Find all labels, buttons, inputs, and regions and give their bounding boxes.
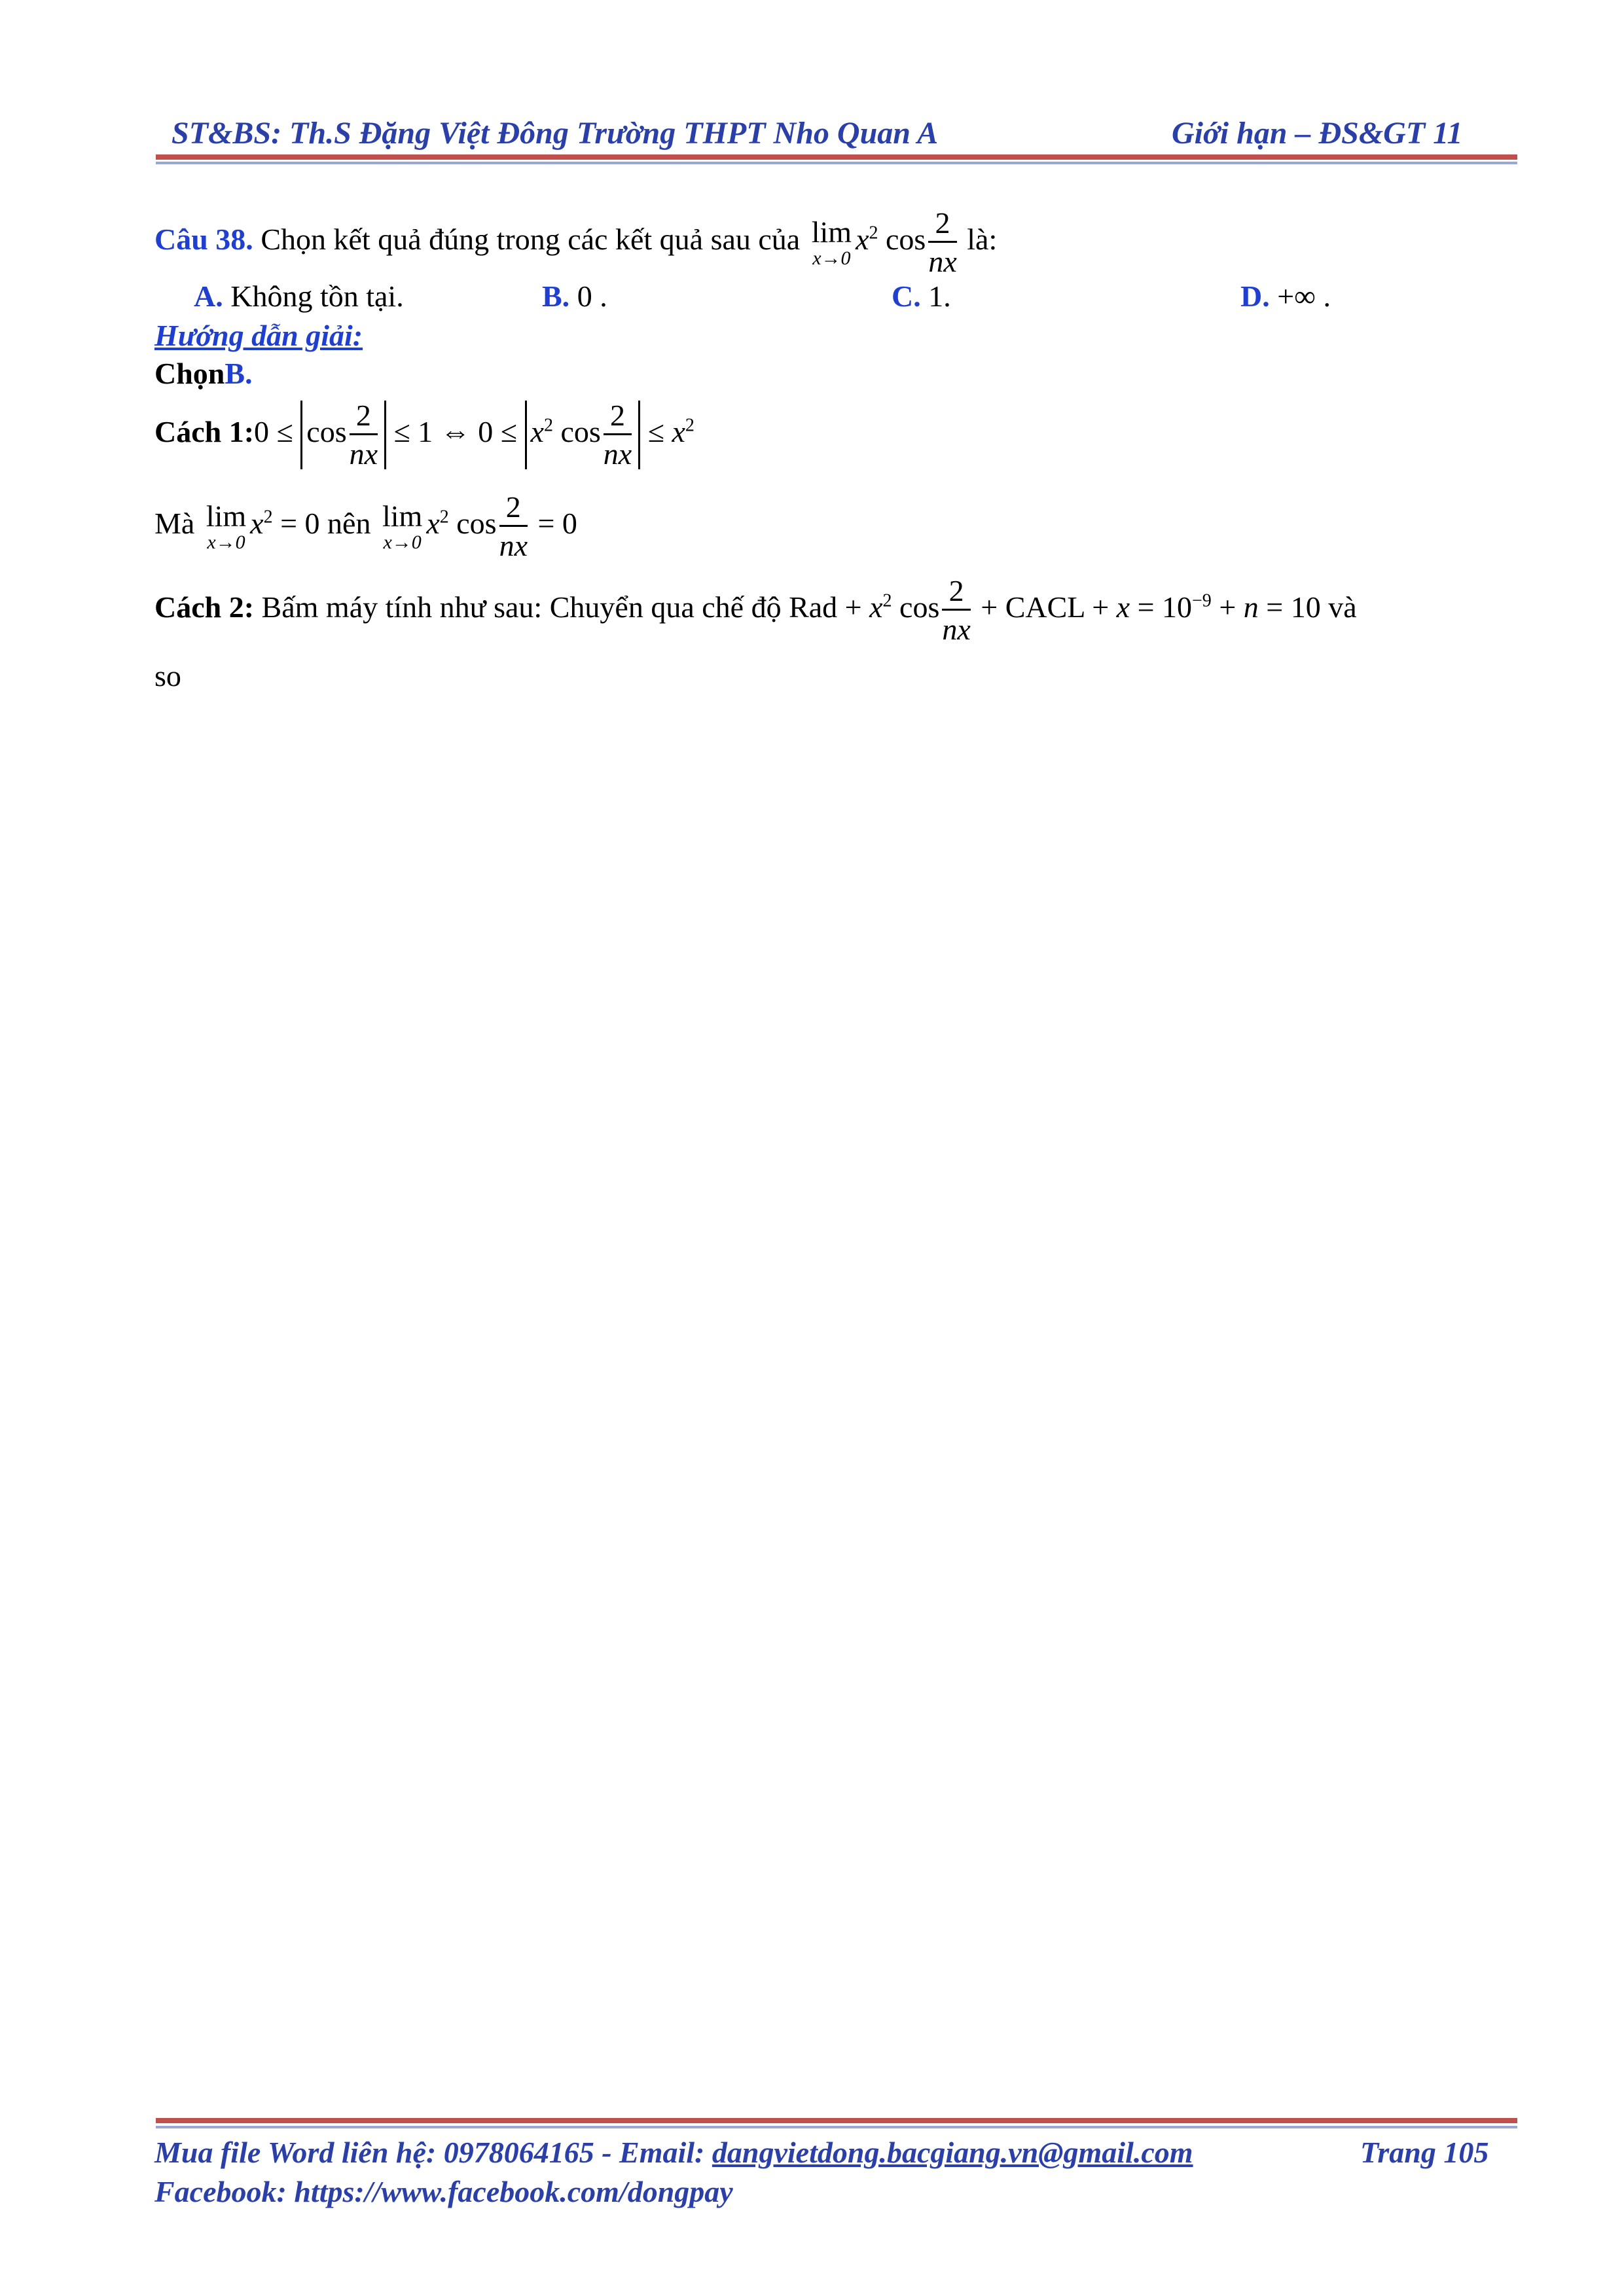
abs-x2-cos: $x^2$ cos $\frac{2}{nx}$ xyxy=(525,401,641,469)
method-2-continuation: so xyxy=(154,659,181,692)
page-number: Trang 105 xyxy=(1360,2136,1489,2169)
footer-rule xyxy=(156,2118,1517,2123)
header-title: ST&BS: Th.S Đặng Việt Đông Trường THPT Nho Quan A xyxy=(171,116,939,151)
option-a[interactable]: A. Không tồn tại. xyxy=(194,279,404,313)
footer-facebook[interactable]: Facebook: https://www.facebook.com/dongpay xyxy=(154,2175,733,2208)
email-link[interactable]: dangvietdong.bacgiang.vn@gmail.com xyxy=(712,2136,1193,2169)
method-2-line: Cách 2: Bấm máy tính như sau: Chuyển qua chế độ Rad + $x^2$ cos $\frac{2}{nx}$ + CACL + $x = 10^{-9} + n = 10$ và xyxy=(154,574,1357,646)
question-text: Chọn kết quả đúng trong các kết quả sau của xyxy=(261,223,801,257)
question-line: Câu 38. Chọn kết quả đúng trong các kết quả sau của lim x→0 $x^2$ cos $\frac{2}{nx}$ là: xyxy=(154,206,998,278)
footer-rule-thin xyxy=(156,2126,1517,2128)
header-rule xyxy=(156,154,1517,160)
limit-expression: lim x→0 xyxy=(811,215,852,269)
option-c[interactable]: C. 1. xyxy=(892,279,951,313)
option-b[interactable]: B. 0 . xyxy=(542,279,607,313)
abs-cos: cos $\frac{2}{nx}$ xyxy=(300,401,386,469)
footer-contact: Mua file Word liên hệ: 0978064165 - Email: dangvietdong.bacgiang.vn@gmail.com xyxy=(154,2136,1193,2169)
header-chapter: Giới hạn – ĐS&GT 11 xyxy=(1172,116,1463,151)
option-d[interactable]: D. +∞ . xyxy=(1240,279,1331,313)
fraction-2-over-nx: $\frac{2}{nx}$ xyxy=(928,206,957,278)
question-number: Câu 38. xyxy=(154,223,253,257)
method-1-line: Cách 1:0 ≤ cos $\frac{2}{nx}$ ≤ 1 ⇔ $0 \le x^2$ cos $\frac{2}{nx}$ ≤ $x^2$ xyxy=(154,399,695,471)
method-1-conclusion: Mà lim x→0 $x^2 = 0$ nên lim x→0 $x^2$ cos $\frac{2}{nx}$ = 0 xyxy=(154,490,577,562)
solution-heading: Hướng dẫn giải: xyxy=(154,319,363,352)
choose-answer: ChọnB. xyxy=(154,357,253,390)
question-suffix: là: xyxy=(967,223,998,257)
header-rule-thin xyxy=(156,162,1517,164)
